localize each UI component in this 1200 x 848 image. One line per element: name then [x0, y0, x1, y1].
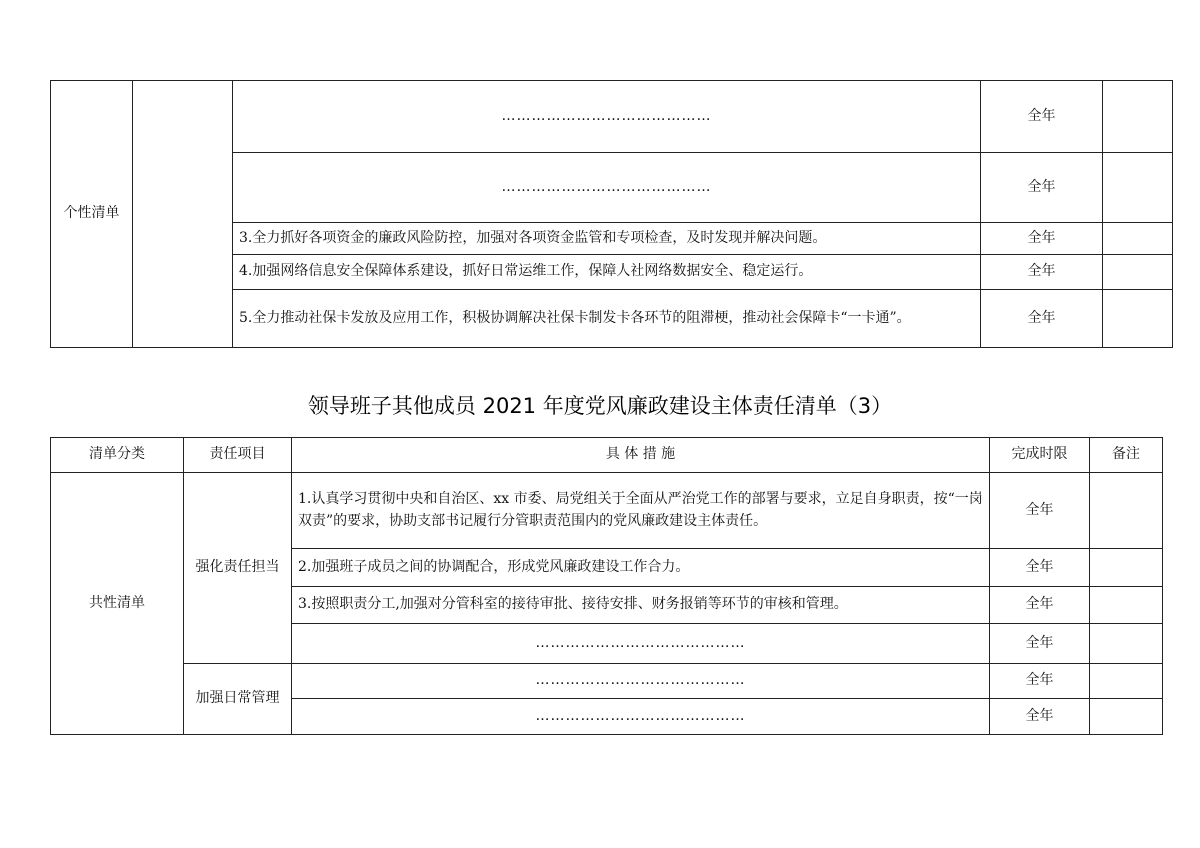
- header-remark: 备注: [1090, 438, 1163, 473]
- header-row: [51, 438, 1163, 473]
- table-row: [51, 81, 1173, 153]
- deadline-cell: 全年: [981, 81, 1103, 153]
- measure-cell: 3.全力抓好各项资金的廉政风险防控，加强对各项资金监管和专项检查，及时发现并解决问题。: [233, 223, 981, 255]
- measure-cell: 3.按照职责分工,加强对分管科室的接待审批、接待安排、财务报销等环节的审核和管理。: [292, 587, 990, 624]
- header-item: 责任项目: [184, 438, 292, 473]
- measure-cell: ……………………………………: [292, 699, 990, 735]
- category-cell: 共性清单: [51, 473, 184, 735]
- measure-cell: ……………………………………: [292, 624, 990, 664]
- deadline-cell: 全年: [990, 699, 1090, 735]
- remark-cell: [1090, 624, 1163, 664]
- measure-cell: 2.加强班子成员之间的协调配合，形成党风廉政建设工作合力。: [292, 549, 990, 587]
- remark-cell: [1103, 81, 1173, 153]
- remark-cell: [1090, 549, 1163, 587]
- table-row: [51, 664, 1163, 699]
- deadline-cell: 全年: [990, 587, 1090, 624]
- table-row: [51, 473, 1163, 549]
- header-deadline: 完成时限: [990, 438, 1090, 473]
- item-cell-empty: [133, 81, 233, 348]
- measure-cell: 1.认真学习贯彻中央和自治区、xx 市委、局党组关于全面从严治党工作的部署与要求，立足自身职责，按“一岗双责”的要求，协助支部书记履行分管职责范围内的党风廉政建设主体责任。: [292, 473, 990, 549]
- item-cell: 强化责任担当: [184, 473, 292, 664]
- deadline-cell: 全年: [981, 290, 1103, 348]
- measure-cell: 5.全力推动社保卡发放及应用工作，积极协调解决社保卡制发卡各环节的阻滞梗，推动社会保障卡“一卡通”。: [233, 290, 981, 348]
- top-table: [50, 80, 1173, 348]
- remark-cell: [1090, 699, 1163, 735]
- remark-cell: [1090, 664, 1163, 699]
- remark-cell: [1090, 587, 1163, 624]
- deadline-cell: 全年: [981, 153, 1103, 223]
- measure-cell: 4.加强网络信息安全保障体系建设，抓好日常运维工作，保障人社网络数据安全、稳定运行。: [233, 255, 981, 290]
- bottom-table: [50, 437, 1163, 735]
- remark-cell: [1103, 255, 1173, 290]
- deadline-cell: 全年: [990, 624, 1090, 664]
- header-category: 清单分类: [51, 438, 184, 473]
- deadline-cell: 全年: [981, 255, 1103, 290]
- deadline-cell: 全年: [981, 223, 1103, 255]
- header-measure: 具 体 措 施: [292, 438, 990, 473]
- measure-cell: ……………………………………: [292, 664, 990, 699]
- measure-cell: ……………………………………: [233, 153, 981, 223]
- remark-cell: [1090, 473, 1163, 549]
- item-cell: 加强日常管理: [184, 664, 292, 735]
- deadline-cell: 全年: [990, 473, 1090, 549]
- deadline-cell: 全年: [990, 664, 1090, 699]
- remark-cell: [1103, 153, 1173, 223]
- deadline-cell: 全年: [990, 549, 1090, 587]
- category-cell: 个性清单: [51, 81, 133, 348]
- section-title: 领导班子其他成员 2021 年度党风廉政建设主体责任清单（3）: [307, 394, 893, 418]
- measure-cell: ……………………………………: [233, 81, 981, 153]
- remark-cell: [1103, 223, 1173, 255]
- remark-cell: [1103, 290, 1173, 348]
